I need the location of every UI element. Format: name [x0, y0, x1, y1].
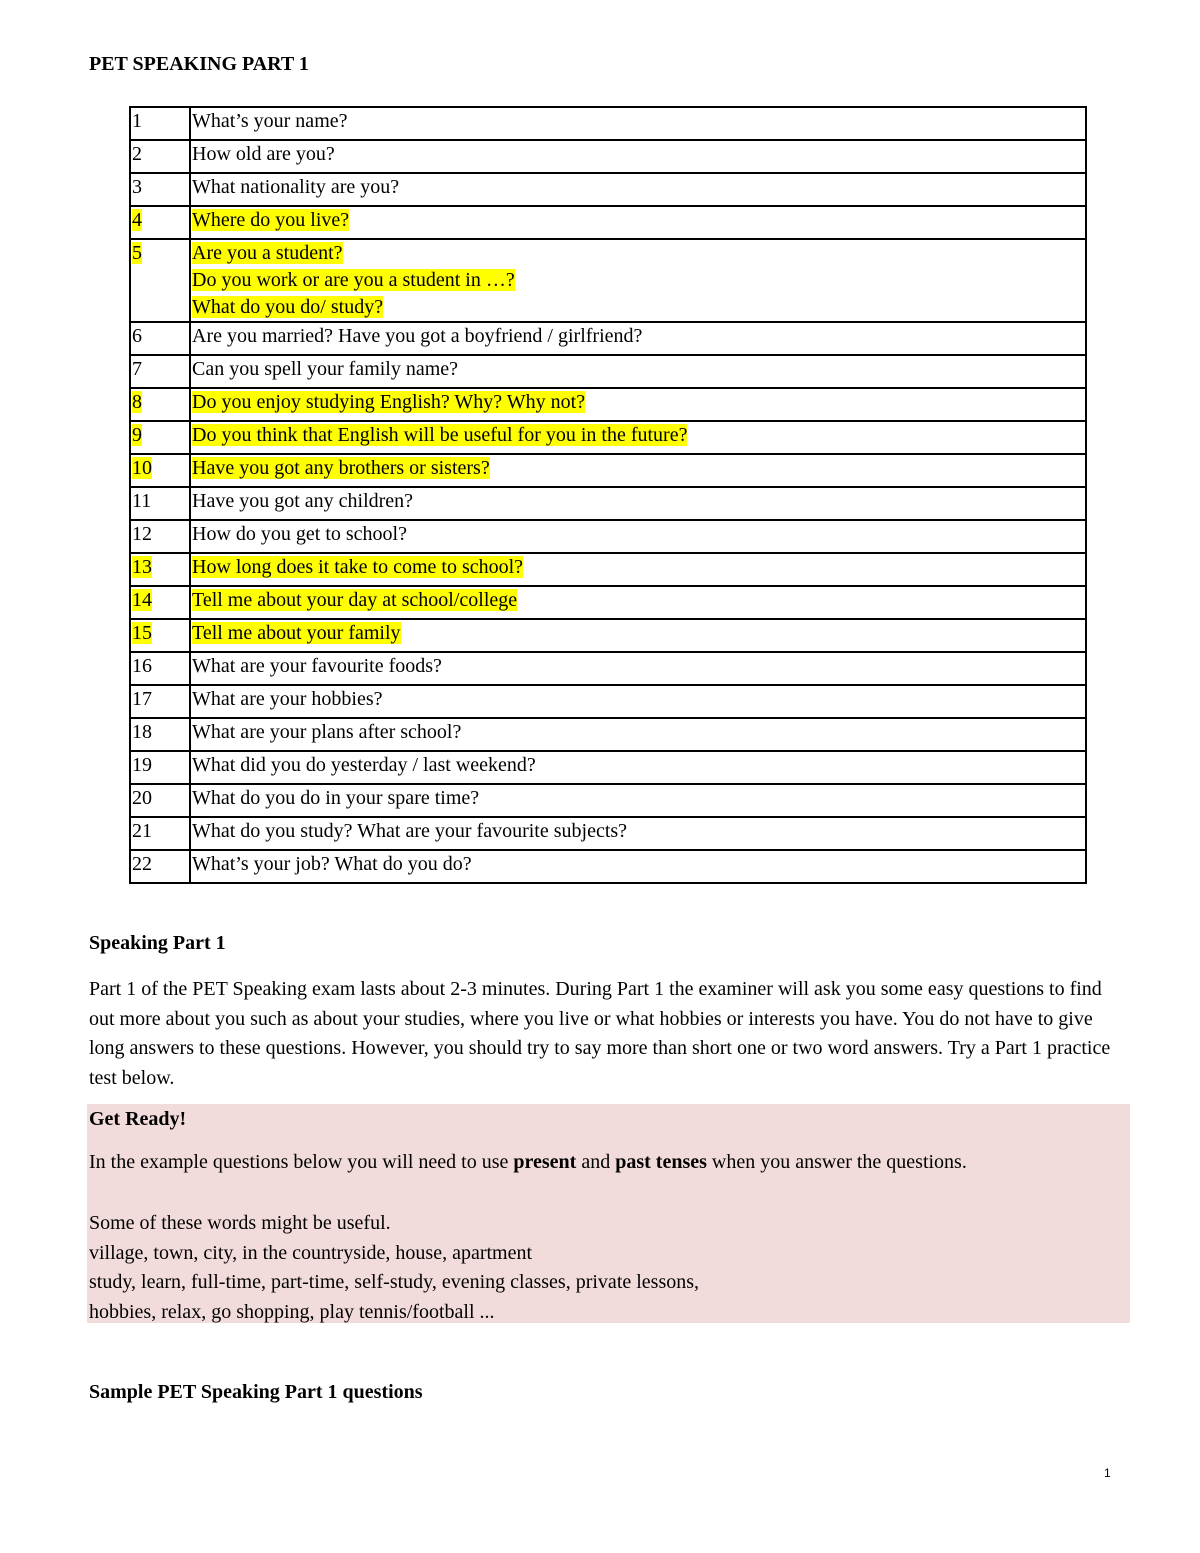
question-number-cell: [130, 388, 190, 421]
question-number: 10: [132, 457, 152, 479]
question-number-cell: [130, 239, 190, 322]
question-text-cell: [190, 652, 1086, 685]
question-text: How do you get to school?: [192, 523, 407, 545]
question-text: Are you a student?: [192, 242, 343, 264]
question-row: [130, 850, 1086, 883]
question-number: 9: [132, 424, 142, 446]
question-text: Have you got any brothers or sisters?: [192, 457, 490, 479]
question-row: [130, 784, 1086, 817]
question-number: 7: [132, 358, 142, 380]
question-row: [130, 140, 1086, 173]
question-number-cell: [130, 718, 190, 751]
question-number-cell: [130, 553, 190, 586]
question-number-cell: [130, 685, 190, 718]
question-row: [130, 751, 1086, 784]
question-line: [192, 108, 1084, 135]
question-row: [130, 421, 1086, 454]
question-text-cell: [190, 520, 1086, 553]
page-title: PET SPEAKING PART 1: [89, 53, 309, 75]
question-text: Do you think that English will be useful for you in the future?: [192, 424, 688, 446]
question-number-cell: [130, 619, 190, 652]
question-line: [192, 323, 1084, 350]
question-row: [130, 685, 1086, 718]
question-text: How old are you?: [192, 143, 335, 165]
question-line: [192, 207, 1084, 234]
question-row: [130, 817, 1086, 850]
question-text: What do you do in your spare time?: [192, 787, 480, 809]
question-text: Where do you live?: [192, 209, 350, 231]
question-number: 4: [132, 209, 142, 231]
question-line: [192, 851, 1084, 878]
question-line: [192, 521, 1084, 548]
question-number: 2: [132, 143, 142, 165]
question-number: 14: [132, 589, 152, 611]
question-row: [130, 355, 1086, 388]
page-number: 1: [1104, 1466, 1111, 1480]
question-number: 1: [132, 110, 142, 132]
question-text: How long does it take to come to school?: [192, 556, 524, 578]
question-line: [192, 240, 1084, 267]
question-number-cell: [130, 652, 190, 685]
sample-heading: Sample PET Speaking Part 1 questions: [89, 1381, 423, 1403]
question-number-cell: [130, 322, 190, 355]
question-number-cell: [130, 421, 190, 454]
question-row: [130, 239, 1086, 322]
question-row: [130, 520, 1086, 553]
question-number-cell: [130, 817, 190, 850]
question-text: What’s your job? What do you do?: [192, 853, 472, 875]
question-number-cell: [130, 784, 190, 817]
question-text-cell: [190, 850, 1086, 883]
question-number: 6: [132, 325, 142, 347]
question-number-cell: [130, 355, 190, 388]
question-number: 16: [132, 655, 152, 677]
question-line: [192, 389, 1084, 416]
question-number-cell: [130, 586, 190, 619]
instruction-suffix: when you answer the questions.: [706, 1151, 967, 1173]
question-text-cell: [190, 322, 1086, 355]
question-number: 17: [132, 688, 152, 710]
question-line: [192, 422, 1084, 449]
question-text-cell: [190, 173, 1086, 206]
question-number-cell: [130, 107, 190, 140]
question-line: [192, 752, 1084, 779]
question-text-cell: [190, 239, 1086, 322]
question-number-cell: [130, 751, 190, 784]
question-number: 13: [132, 556, 152, 578]
tenses-instruction: [89, 1151, 967, 1174]
question-number: 12: [132, 523, 152, 545]
question-row: [130, 553, 1086, 586]
question-text: What are your favourite foods?: [192, 655, 442, 677]
question-text-cell: [190, 421, 1086, 454]
question-row: [130, 619, 1086, 652]
question-number-cell: [130, 850, 190, 883]
question-number-cell: [130, 454, 190, 487]
question-text: What are your plans after school?: [192, 721, 462, 743]
question-number: 5: [132, 242, 142, 264]
question-line: [192, 488, 1084, 515]
question-line: [192, 294, 1084, 321]
question-row: [130, 107, 1086, 140]
question-line: [192, 620, 1084, 647]
question-number-cell: [130, 520, 190, 553]
question-number-cell: [130, 140, 190, 173]
question-text: Do you enjoy studying English? Why? Why not?: [192, 391, 586, 413]
question-row: [130, 173, 1086, 206]
question-text-cell: [190, 454, 1086, 487]
question-text-cell: [190, 355, 1086, 388]
question-number: 19: [132, 754, 152, 776]
question-text: What’s your name?: [192, 110, 348, 132]
question-number-cell: [130, 206, 190, 239]
question-text: What do you study? What are your favourite subjects?: [192, 820, 628, 842]
question-text: What are your hobbies?: [192, 688, 383, 710]
question-row: [130, 206, 1086, 239]
question-row: [130, 652, 1086, 685]
question-text: Have you got any children?: [192, 490, 414, 512]
question-text-cell: [190, 619, 1086, 652]
question-row: [130, 388, 1086, 421]
question-text-cell: [190, 751, 1086, 784]
question-text-cell: [190, 553, 1086, 586]
question-text-cell: [190, 784, 1086, 817]
question-number-cell: [130, 487, 190, 520]
question-text: Can you spell your family name?: [192, 358, 459, 380]
instruction-bold-present: present: [513, 1151, 577, 1173]
question-line: [192, 554, 1084, 581]
question-number: 11: [132, 490, 152, 512]
question-text: What do you do/ study?: [192, 296, 384, 318]
question-text: Do you work or are you a student in …?: [192, 269, 515, 291]
question-line: [192, 356, 1084, 383]
instruction-bold-past: past tenses: [615, 1151, 707, 1173]
question-number: 15: [132, 622, 152, 644]
question-number: 8: [132, 391, 142, 413]
question-line: [192, 818, 1084, 845]
question-number: 20: [132, 787, 152, 809]
question-line: [192, 141, 1084, 168]
question-line: [192, 267, 1084, 294]
question-row: [130, 487, 1086, 520]
get-ready-heading: Get Ready!: [89, 1108, 187, 1130]
question-text-cell: [190, 718, 1086, 751]
questions-table: [129, 106, 1087, 884]
question-number-cell: [130, 173, 190, 206]
question-text-cell: [190, 388, 1086, 421]
section-heading: Speaking Part 1: [89, 932, 226, 954]
words-intro: Some of these words might be useful.: [89, 1212, 391, 1234]
question-text-cell: [190, 140, 1086, 173]
question-text: What did you do yesterday / last weekend?: [192, 754, 536, 776]
question-line: [192, 587, 1084, 614]
word-line: study, learn, full-time, part-time, self-study, evening classes, private lessons,: [89, 1271, 700, 1293]
question-number: 3: [132, 176, 142, 198]
question-text-cell: [190, 685, 1086, 718]
question-row: [130, 718, 1086, 751]
question-number: 18: [132, 721, 152, 743]
question-text-cell: [190, 206, 1086, 239]
question-text: What nationality are you?: [192, 176, 400, 198]
instruction-prefix: In the example questions below you will need to use: [89, 1151, 514, 1173]
get-ready-box: [87, 1104, 1130, 1323]
question-line: [192, 719, 1084, 746]
word-line: hobbies, relax, go shopping, play tennis/football ...: [89, 1300, 495, 1323]
question-row: [130, 586, 1086, 619]
question-text: Are you married? Have you got a boyfriend / girlfriend?: [192, 325, 643, 347]
question-text-cell: [190, 586, 1086, 619]
question-text: Tell me about your family: [192, 622, 401, 644]
question-text-cell: [190, 817, 1086, 850]
intro-paragraph: Part 1 of the PET Speaking exam lasts about 2-3 minutes. During Part 1 the examiner will ask you some easy questions to find out more about you such as about your studies, where you live or what hobbies or interests you have. You do not have to give long answers to these questions. However, you should try to say more than short one or two word answers. Try a Part 1 practice test below.: [89, 978, 1111, 1089]
instruction-mid: and: [576, 1151, 616, 1173]
question-number: 21: [132, 820, 152, 842]
question-row: [130, 454, 1086, 487]
question-line: [192, 174, 1084, 201]
question-number: 22: [132, 853, 152, 875]
question-line: [192, 455, 1084, 482]
word-line: village, town, city, in the countryside, house, apartment: [89, 1241, 533, 1264]
question-line: [192, 653, 1084, 680]
question-text-cell: [190, 487, 1086, 520]
question-line: [192, 686, 1084, 713]
question-text: Tell me about your day at school/college: [192, 589, 518, 611]
question-line: [192, 785, 1084, 812]
useful-words: [89, 1209, 699, 1327]
question-text-cell: [190, 107, 1086, 140]
question-row: [130, 322, 1086, 355]
